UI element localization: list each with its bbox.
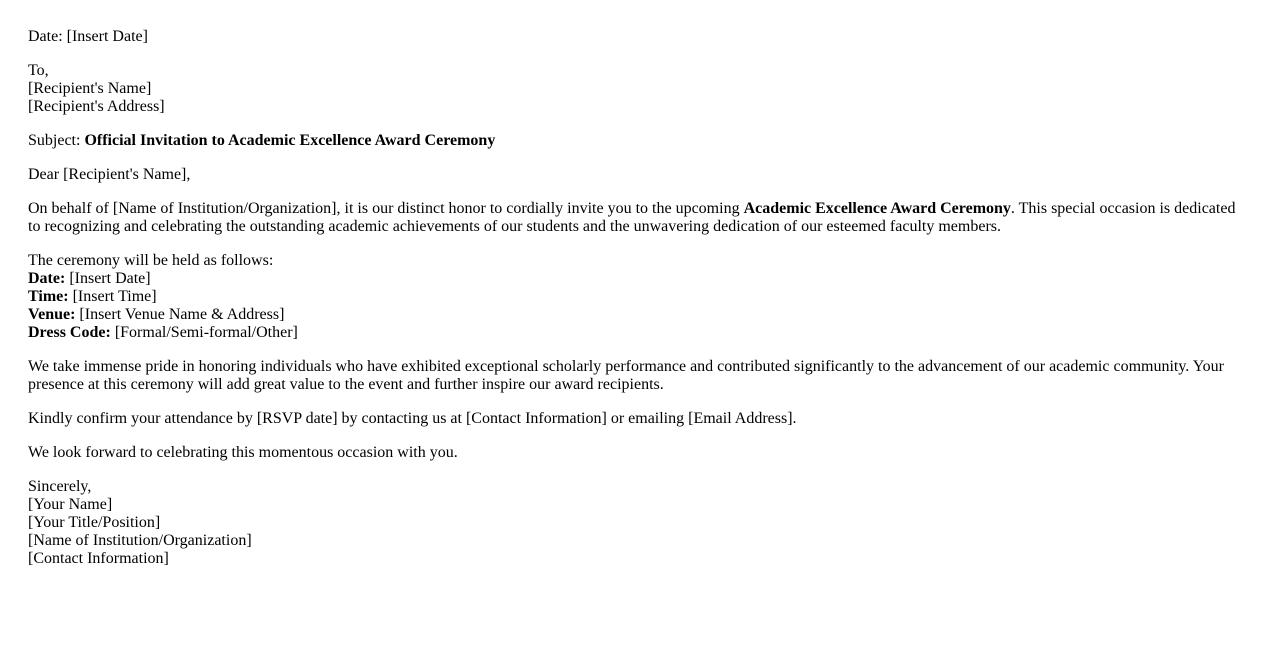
signature-contact: [Contact Information] — [28, 550, 169, 567]
recipient-block — [28, 62, 1250, 116]
recipient-to: To, — [28, 62, 49, 79]
detail-venue-label: Venue: — [28, 306, 76, 323]
subject-text: Official Invitation to Academic Excellence Award Ceremony — [84, 132, 496, 149]
signature-name: [Your Name] — [28, 496, 113, 513]
details-heading: The ceremony will be held as follows: — [28, 252, 274, 269]
intro-paragraph — [28, 200, 1250, 236]
detail-date-value: [Insert Date] — [65, 270, 151, 287]
detail-dress-code-label: Dress Code: — [28, 324, 111, 341]
detail-date-label: Date: — [28, 270, 66, 287]
detail-dress-code-value: [Formal/Semi-formal/Other] — [110, 324, 298, 341]
detail-time-label: Time: — [28, 288, 69, 305]
ceremony-details — [28, 252, 1250, 342]
intro-event-name: Academic Excellence Award Ceremony — [743, 200, 1011, 217]
signature-title: [Your Title/Position] — [28, 514, 161, 531]
greeting: Dear [Recipient's Name], — [28, 166, 191, 183]
subject-line — [28, 132, 1250, 150]
pride-paragraph: We take immense pride in honoring individuals who have exhibited exceptional scholarly performance and contributed significantly to the advancement of our academic community. Your presence at this ceremony will add great value to the event and further inspire our award recipients. — [28, 358, 1224, 393]
detail-dress-code — [28, 324, 1250, 342]
signature-institution: [Name of Institution/Organization] — [28, 532, 252, 549]
detail-time — [28, 288, 1250, 306]
closing-paragraph: We look forward to celebrating this momentous occasion with you. — [28, 444, 458, 461]
recipient-address: [Recipient's Address] — [28, 98, 165, 115]
intro-part-2: . This special occasion is dedicated to recognizing and celebrating the outstanding academic achievements of our students and the unwavering dedication of our esteemed faculty members. — [28, 200, 1236, 235]
signature-closing: Sincerely, — [28, 478, 92, 495]
detail-venue-value: [Insert Venue Name & Address] — [75, 306, 285, 323]
rsvp-paragraph: Kindly confirm your attendance by [RSVP date] by contacting us at [Contact Information] or emailing [Email Address]. — [28, 410, 797, 427]
subject-label: Subject: — [28, 132, 85, 149]
detail-date — [28, 270, 1250, 288]
detail-venue — [28, 306, 1250, 324]
date-line: Date: [Insert Date] — [28, 28, 148, 45]
signature-block — [28, 478, 1250, 568]
intro-part-1: On behalf of [Name of Institution/Organization], it is our distinct honor to cordially invite you to the upcoming — [28, 200, 744, 217]
recipient-name: [Recipient's Name] — [28, 80, 152, 97]
invitation-letter — [28, 28, 1250, 584]
detail-time-value: [Insert Time] — [68, 288, 157, 305]
